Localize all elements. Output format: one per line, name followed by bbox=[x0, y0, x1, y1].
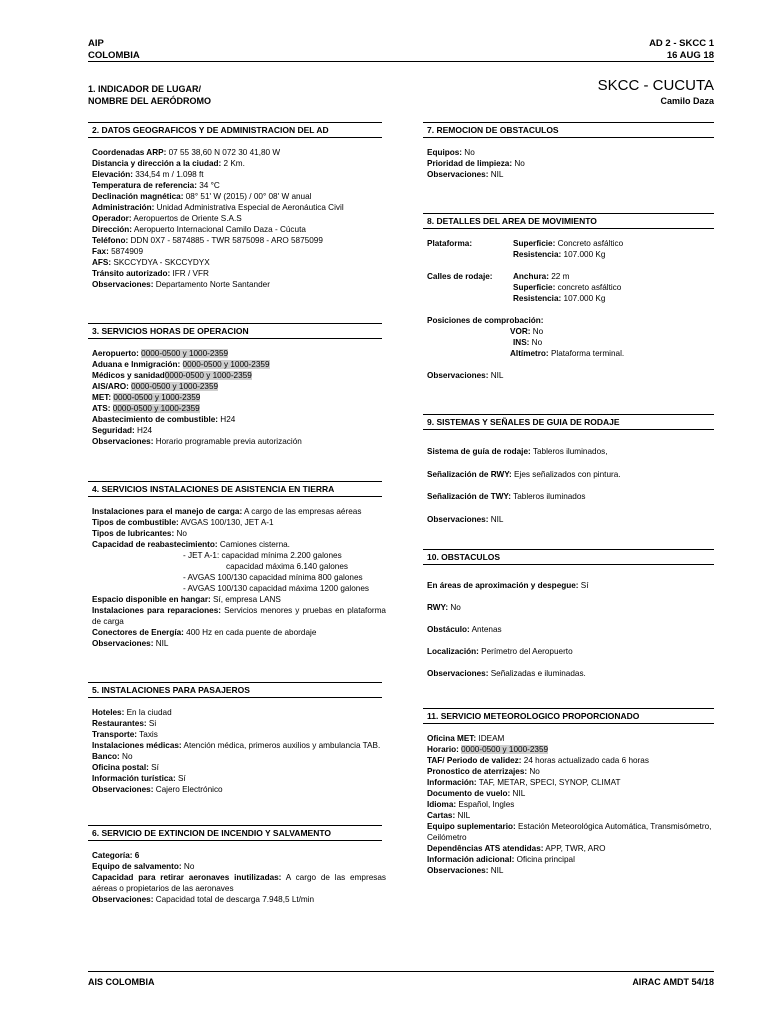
s10-line: Observaciones: Señalizadas e iluminadas. bbox=[427, 669, 586, 678]
s7-line: Equipos: No bbox=[427, 148, 475, 157]
s6-capacity: Capacidad para retirar aeronaves inutilizadas: A cargo de las empresas aéreas o propietarios de las aeronaves bbox=[92, 873, 386, 893]
s9-line: Señalización de RWY: Ejes señalizados con pintura. bbox=[427, 469, 621, 479]
s2-line: Operador: Aeropuertos de Oriente S.A.S bbox=[92, 214, 242, 223]
aip-label: AIP bbox=[88, 38, 104, 49]
s5-line: Restaurantes: Si bbox=[92, 719, 157, 728]
s11-line: Cartas: NIL bbox=[427, 811, 471, 820]
s2-line: Administración: Unidad Administrativa Especial de Aeronáutica Civil bbox=[92, 203, 344, 212]
s4-lubricants: Tipos de lubricantes: No bbox=[92, 529, 187, 538]
s11-line: Información adicional: Oficina principal bbox=[427, 855, 575, 864]
s6-category: Categoría: 6 bbox=[92, 851, 140, 860]
s7-line: Observaciones: NIL bbox=[427, 170, 504, 179]
s8-observations: Observaciones: NIL bbox=[427, 371, 504, 380]
s11-line: Equipo suplementario: Estación Meteorológica Automática, Transmisómetro, Ceilómetro bbox=[427, 822, 712, 842]
s3-line: Aeropuerto: 0000-0500 y 1000-2359 bbox=[92, 349, 229, 358]
section-6-body bbox=[92, 850, 386, 905]
s8-vor: VOR: No bbox=[510, 327, 544, 336]
s4-repairs: Instalaciones para reparaciones: Servicios menores y pruebas en plataforma de carga bbox=[92, 606, 386, 626]
s11-line: Idioma: Español, Ingles bbox=[427, 800, 515, 809]
s3-line: Abastecimiento de combustible: H24 bbox=[92, 415, 236, 424]
section-8-body bbox=[427, 238, 714, 381]
s5-line: Observaciones: Cajero Electrónico bbox=[92, 785, 223, 794]
s11-line: Información: TAF, METAR, SPECI, SYNOP, CLIMAT bbox=[427, 778, 621, 787]
s8-platform-strength: Resistencia: 107.000 Kg bbox=[513, 250, 606, 259]
s2-line: Tránsito autorizado: IFR / VFR bbox=[92, 269, 209, 278]
s8-taxiways-label: Calles de rodaje: bbox=[427, 272, 493, 281]
s2-line: Dirección: Aeropuerto Internacional Camilo Daza - Cúcuta bbox=[92, 225, 306, 234]
page-date: 16 AUG 18 bbox=[666, 50, 714, 61]
s11-line: TAF/ Periodo de validez: 24 horas actualizado cada 6 horas bbox=[427, 756, 649, 765]
s8-altimeter: Altímetro: Plataforma terminal. bbox=[510, 349, 625, 358]
section-11-title: 11. SERVICIO METEOROLOGICO PROPORCIONADO bbox=[423, 708, 714, 724]
s5-line: Hoteles: En la ciudad bbox=[92, 708, 172, 717]
s8-platform bbox=[427, 238, 714, 260]
s4-hangar: Espacio disponible en hangar: Sí, empresa LANS bbox=[92, 595, 281, 604]
s4-sub3: - AVGAS 100/130 capacidad mínima 800 galones bbox=[183, 573, 363, 582]
s2-line: Distancia y dirección a la ciudad: 2 Km. bbox=[92, 159, 245, 168]
s3-line: Médicos y sanidad0000-0500 y 1000-2359 bbox=[92, 371, 252, 380]
section-9-title: 9. SISTEMAS Y SEÑALES DE GUIA DE RODAJE bbox=[423, 414, 714, 430]
section-7-title: 7. REMOCION DE OBSTACULOS bbox=[423, 122, 714, 138]
section-5-title: 5. INSTALACIONES PARA PASAJEROS bbox=[88, 682, 382, 698]
s3-line: Observaciones: Horario programable previa autorización bbox=[92, 437, 302, 446]
s9-line: Señalización de TWY: Tableros iluminados bbox=[427, 492, 586, 501]
s2-line: Declinación magnética: 08° 51' W (2015) / 00° 08' W anual bbox=[92, 192, 312, 201]
s4-sub2: capacidad máxima 6.140 galones bbox=[226, 562, 348, 571]
section-8-title: 8. DETALLES DEL AREA DE MOVIMIENTO bbox=[423, 213, 714, 229]
aerodrome-code: SKCC - CUCUTA bbox=[597, 77, 714, 94]
s2-line: Fax: 5874909 bbox=[92, 247, 143, 256]
section-10-title: 10. OBSTACULOS bbox=[423, 549, 714, 565]
section-3-title: 3. SERVICIOS HORAS DE OPERACION bbox=[88, 323, 382, 339]
header-right bbox=[649, 38, 714, 62]
s8-taxi-strength: Resistencia: 107.000 Kg bbox=[513, 294, 606, 303]
s10-line: Localización: Perímetro del Aeropuerto bbox=[427, 647, 573, 656]
s8-platform-label: Plataforma: bbox=[427, 239, 473, 248]
section-2-title: 2. DATOS GEOGRAFICOS Y DE ADMINISTRACION DEL AD bbox=[88, 122, 382, 138]
s4-observations: Observaciones: NIL bbox=[92, 639, 169, 648]
s2-line: Observaciones: Departamento Norte Santander bbox=[92, 280, 270, 289]
footer-right: AIRAC AMDT 54/18 bbox=[632, 977, 714, 987]
s11-line: Observaciones: NIL bbox=[427, 866, 504, 875]
s8-taxiways bbox=[427, 271, 714, 304]
s5-line: Instalaciones médicas: Atención médica, primeros auxilios y ambulancia TAB. bbox=[92, 741, 381, 750]
s6-observations: Observaciones: Capacidad total de descarga 7.948,5 Lt/min bbox=[92, 895, 315, 904]
s2-line: Coordenadas ARP: 07 55 38,60 N 072 30 41,80 W bbox=[92, 148, 281, 157]
s4-refuel: Capacidad de reabastecimiento: Camiones cisterna. bbox=[92, 540, 290, 549]
s3-line: AIS/ARO: 0000-0500 y 1000-2359 bbox=[92, 382, 219, 391]
aerodrome-name: Camilo Daza bbox=[660, 96, 714, 106]
footer-left: AIS COLOMBIA bbox=[88, 977, 155, 987]
s10-line: Obstáculo: Antenas bbox=[427, 625, 502, 634]
s5-line: Transporte: Taxis bbox=[92, 730, 158, 739]
s8-check-positions: Posiciones de comprobación: bbox=[427, 316, 544, 325]
s2-line: Temperatura de referencia: 34 °C bbox=[92, 181, 220, 190]
s9-line: Sistema de guía de rodaje: Tableros iluminados, bbox=[427, 447, 608, 456]
s6-rescue-eq: Equipo de salvamento: No bbox=[92, 862, 195, 871]
footer-rule bbox=[88, 971, 714, 972]
s4-fuel-types: Tipos de combustible: AVGAS 100/130, JET A-1 bbox=[92, 518, 274, 527]
s7-line: Prioridad de limpieza: No bbox=[427, 159, 525, 168]
s5-line: Banco: No bbox=[92, 752, 133, 761]
section-2-body bbox=[92, 147, 382, 290]
s4-power: Conectores de Energía: 400 Hz en cada puente de abordaje bbox=[92, 628, 317, 637]
section-3-body bbox=[92, 348, 382, 447]
s2-line: Elevación: 334,54 m / 1.098 ft bbox=[92, 170, 204, 179]
country-label: COLOMBIA bbox=[88, 50, 140, 61]
s3-line: ATS: 0000-0500 y 1000-2359 bbox=[92, 404, 200, 413]
s5-line: Oficina postal: Sí bbox=[92, 763, 159, 772]
s10-line: En áreas de aproximación y despegue: Sí bbox=[427, 581, 589, 590]
page-ref: AD 2 - SKCC 1 bbox=[649, 38, 714, 49]
s9-line: Observaciones: NIL bbox=[427, 514, 504, 524]
section-10-body bbox=[427, 575, 714, 685]
section-4-title: 4. SERVICIOS INSTALACIONES DE ASISTENCIA EN TIERRA bbox=[88, 481, 382, 497]
s8-taxi-width: Anchura: 22 m bbox=[513, 272, 570, 281]
s5-line: Información turística: Sí bbox=[92, 774, 186, 783]
s11-line: Oficina MET: IDEAM bbox=[427, 734, 505, 743]
s2-line: Teléfono: DDN 0X7 - 5874885 - TWR 5875098 - ARO 5875099 bbox=[92, 236, 323, 245]
s11-line: Pronostico de aterrizajes: No bbox=[427, 767, 540, 776]
s4-sub4: - AVGAS 100/130 capacidad máxima 1200 galones bbox=[183, 584, 370, 593]
s8-ins: INS: No bbox=[513, 338, 543, 347]
section-5-body bbox=[92, 707, 386, 795]
header-rule bbox=[88, 61, 714, 62]
location-title bbox=[88, 83, 211, 107]
s4-sub1: - JET A-1: capacidad mínima 2.200 galones bbox=[183, 551, 342, 560]
section-7-body bbox=[427, 147, 714, 180]
s11-line: Documento de vuelo: NIL bbox=[427, 789, 526, 798]
s4-cargo: Instalaciones para el manejo de carga: A cargo de las empresas aéreas bbox=[92, 507, 362, 516]
section-11-body bbox=[427, 733, 714, 876]
header-left bbox=[88, 38, 140, 62]
s8-platform-surface: Superficie: Concreto asfáltico bbox=[513, 239, 624, 248]
s11-line: Horario: 0000-0500 y 1000-2359 bbox=[427, 745, 549, 754]
s3-line: MET: 0000-0500 y 1000-2359 bbox=[92, 393, 201, 402]
s11-line: Dependências ATS atendidas: APP, TWR, ARO bbox=[427, 844, 606, 853]
location-title-line1: 1. INDICADOR DE LUGAR/ bbox=[88, 84, 202, 94]
s8-taxi-surface: Superficie: concreto asfáltico bbox=[513, 283, 622, 292]
s3-line: Seguridad: H24 bbox=[92, 426, 153, 435]
s2-line: AFS: SKCCYDYA - SKCCYDYX bbox=[92, 258, 210, 267]
location-title-line2: NOMBRE DEL AERÓDROMO bbox=[88, 96, 212, 106]
section-6-title: 6. SERVICIO DE EXTINCION DE INCENDIO Y SALVAMENTO bbox=[88, 825, 382, 841]
section-4-body bbox=[92, 506, 386, 649]
s10-line: RWY: No bbox=[427, 603, 461, 612]
s3-line: Aduana e Inmigración: 0000-0500 y 1000-2359 bbox=[92, 360, 270, 369]
section-9-body bbox=[427, 441, 714, 531]
